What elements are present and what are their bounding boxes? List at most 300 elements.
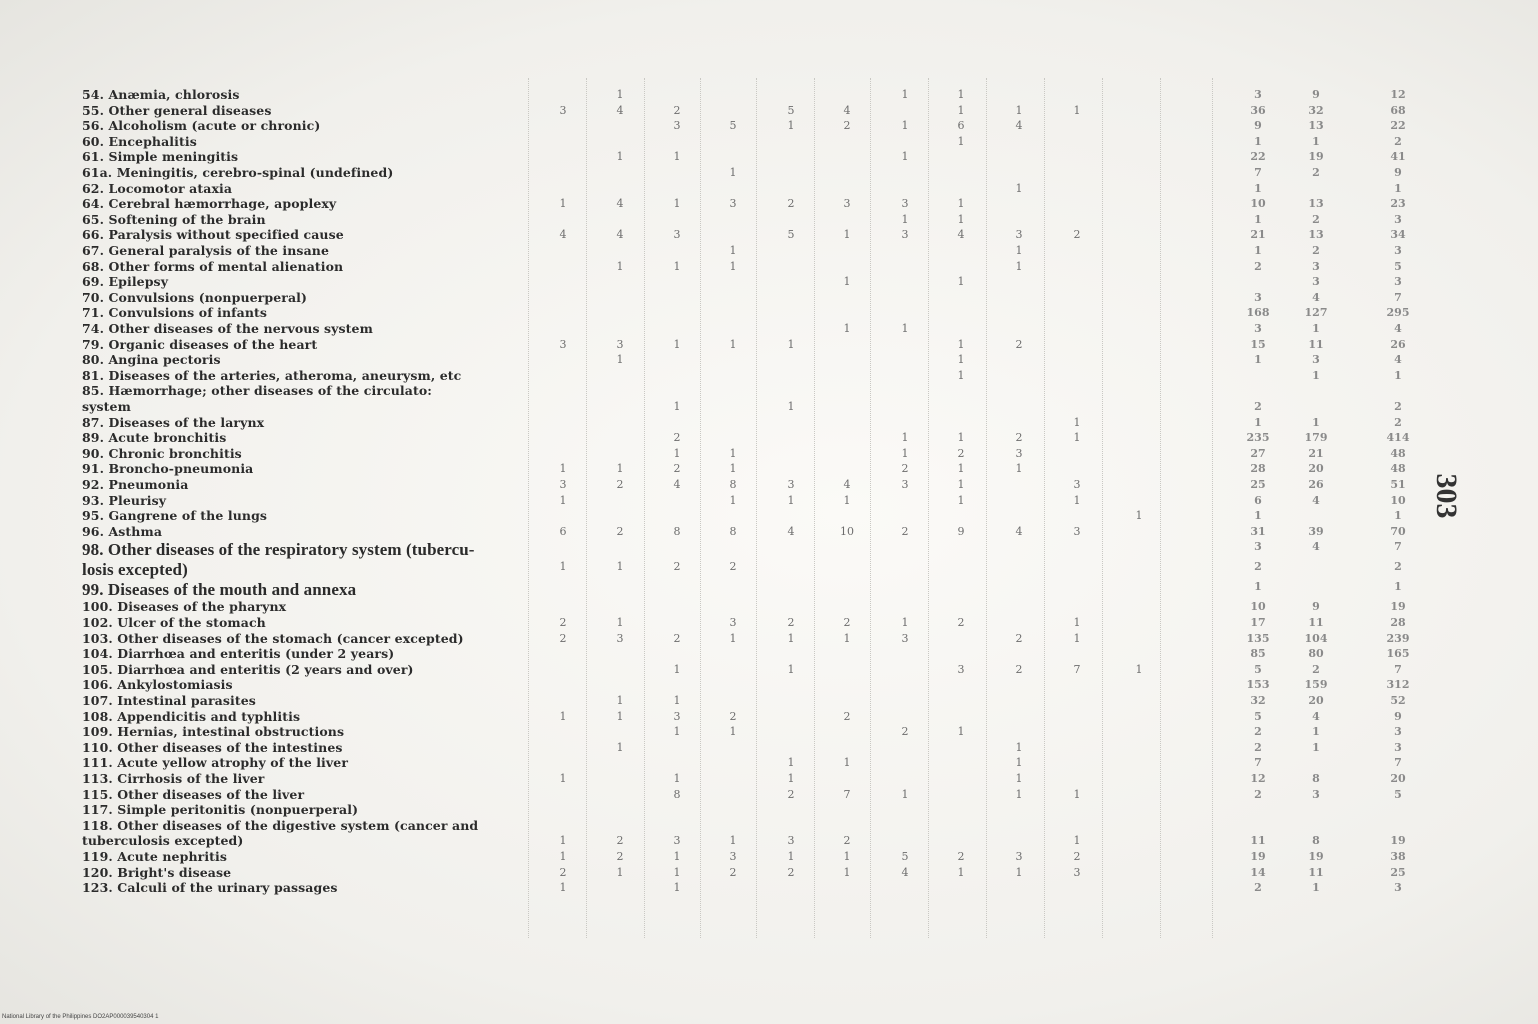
- total-cell: 12: [1250, 772, 1266, 785]
- table-cell: 1: [1073, 493, 1081, 507]
- table-cell: 4: [559, 228, 567, 242]
- table-cell: 1: [559, 772, 567, 785]
- total-cell: 19: [1308, 150, 1324, 164]
- table-cell: 1: [673, 150, 681, 164]
- table-cell: 3: [673, 709, 681, 723]
- table-cell: 1: [901, 119, 909, 133]
- total-cell: 1: [1394, 580, 1402, 594]
- total-cell: 4: [1312, 493, 1320, 507]
- column-rule: [644, 78, 645, 938]
- row-label: 120. Bright's disease: [82, 865, 232, 880]
- table-cell: 1: [1015, 756, 1023, 770]
- table-cell: 1: [729, 166, 737, 179]
- table-cell: 1: [1073, 787, 1081, 801]
- total-cell: 7: [1254, 756, 1262, 770]
- total-cell: 20: [1308, 462, 1324, 476]
- row-label: 117. Simple peritonitis (nonpuerperal): [82, 803, 359, 818]
- table-cell: 1: [616, 694, 624, 707]
- column-rule: [756, 78, 757, 938]
- total-cell: 1: [1312, 322, 1320, 335]
- table-cell: 3: [673, 228, 681, 242]
- table-cell: 3: [559, 103, 567, 117]
- table-cell: 3: [901, 228, 909, 242]
- table-cell: 2: [787, 865, 795, 879]
- table-cell: 1: [901, 322, 909, 335]
- table-cell: 1: [559, 881, 567, 895]
- total-cell: 70: [1390, 524, 1406, 538]
- table-cell: 1: [1073, 103, 1081, 117]
- total-cell: 2: [1312, 244, 1320, 257]
- total-cell: 8: [1312, 834, 1320, 848]
- column-rule: [928, 78, 929, 938]
- table-cell: 1: [957, 368, 965, 382]
- row-label: 119. Acute nephritis: [82, 850, 228, 864]
- total-cell: 32: [1250, 694, 1266, 707]
- total-cell: 2: [1394, 415, 1402, 429]
- table-cell: 2: [901, 462, 909, 476]
- row-label: 81. Diseases of the arteries, atheroma, aneurysm, etc: [82, 368, 462, 383]
- row-label: 100. Diseases of the pharynx: [82, 600, 287, 615]
- table-cell: 1: [1073, 431, 1081, 445]
- table-cell: 6: [957, 119, 965, 133]
- table-cell: 2: [957, 616, 965, 629]
- table-cell: 1: [673, 446, 681, 460]
- total-cell: 3: [1394, 725, 1402, 739]
- table-cell: 2: [673, 103, 681, 117]
- table-cell: 1: [1015, 865, 1023, 879]
- row-label: 71. Convulsions of infants: [82, 306, 268, 321]
- table-cell: 1: [729, 259, 737, 273]
- total-cell: 2: [1312, 166, 1320, 179]
- total-cell: 127: [1304, 306, 1328, 320]
- total-cell: 3: [1394, 244, 1402, 257]
- table-cell: 1: [559, 709, 567, 723]
- table-cell: 1: [957, 212, 965, 226]
- table-cell: 3: [559, 337, 567, 351]
- table-cell: 3: [729, 616, 737, 629]
- total-cell: 153: [1246, 678, 1270, 692]
- total-cell: 13: [1308, 197, 1324, 211]
- table-cell: 2: [673, 431, 681, 445]
- table-cell: 2: [787, 197, 795, 211]
- row-label: tuberculosis excepted): [82, 834, 244, 849]
- total-cell: 21: [1308, 446, 1324, 460]
- total-cell: 1: [1312, 740, 1320, 754]
- table-cell: 2: [673, 631, 681, 645]
- table-cell: 2: [901, 524, 909, 538]
- table-cell: 2: [559, 616, 567, 629]
- row-label: 65. Softening of the brain: [82, 212, 266, 227]
- table-cell: 1: [957, 197, 965, 211]
- table-cell: 1: [957, 478, 965, 491]
- table-cell: 2: [673, 462, 681, 476]
- table-cell: 1: [901, 431, 909, 445]
- total-cell: 10: [1250, 600, 1266, 614]
- table-cell: 1: [673, 197, 681, 211]
- total-cell: 179: [1304, 431, 1328, 445]
- total-cell: 22: [1390, 119, 1406, 133]
- table-cell: 4: [843, 103, 851, 117]
- total-cell: 10: [1390, 493, 1406, 507]
- table-cell: 4: [1015, 524, 1023, 538]
- table-cell: 4: [843, 478, 851, 491]
- table-cell: 2: [616, 478, 624, 491]
- table-cell: 4: [616, 228, 624, 242]
- row-label: 85. Hæmorrhage; other diseases of the circulato:: [82, 384, 432, 399]
- table-cell: 1: [559, 493, 567, 507]
- total-cell: 1: [1312, 881, 1320, 895]
- row-label: 123. Calculi of the urinary passages: [82, 881, 338, 896]
- total-cell: 15: [1250, 337, 1266, 351]
- total-cell: 1: [1254, 509, 1262, 523]
- table-cell: 3: [673, 119, 681, 133]
- table-cell: 1: [787, 662, 795, 676]
- table-cell: 2: [957, 446, 965, 460]
- table-cell: 3: [1073, 524, 1081, 538]
- total-cell: 1: [1312, 415, 1320, 429]
- table-cell: 7: [1073, 662, 1081, 676]
- table-cell: 1: [1135, 509, 1143, 523]
- total-cell: 3: [1312, 275, 1320, 289]
- total-cell: 22: [1250, 150, 1266, 164]
- table-cell: 1: [673, 400, 681, 413]
- table-cell: 5: [787, 228, 795, 242]
- table-cell: 1: [729, 337, 737, 351]
- total-cell: 52: [1390, 694, 1406, 707]
- total-cell: 5: [1254, 709, 1262, 723]
- table-cell: 2: [1015, 337, 1023, 351]
- column-rule: [1160, 78, 1161, 938]
- table-cell: 2: [1073, 228, 1081, 242]
- table-cell: 1: [673, 662, 681, 676]
- table-cell: 1: [673, 694, 681, 707]
- column-rule: [586, 78, 587, 938]
- total-cell: 48: [1390, 462, 1406, 476]
- total-cell: 11: [1308, 865, 1324, 879]
- table-cell: 1: [957, 88, 965, 101]
- table-cell: 2: [1015, 431, 1023, 445]
- table-cell: 1: [1073, 616, 1081, 629]
- row-label: 67. General paralysis of the insane: [82, 244, 330, 258]
- table-cell: 2: [1073, 850, 1081, 863]
- row-label: 98. Other diseases of the respiratory system (tubercu-: [82, 540, 475, 560]
- table-cell: 1: [1015, 740, 1023, 754]
- table-cell: 2: [957, 850, 965, 863]
- table-cell: 1: [843, 275, 851, 289]
- row-label: 107. Intestinal parasites: [82, 694, 256, 708]
- table-cell: 2: [901, 725, 909, 739]
- table-cell: 1: [616, 462, 624, 476]
- table-cell: 8: [673, 524, 681, 538]
- table-cell: 1: [787, 119, 795, 133]
- total-cell: 9: [1254, 119, 1262, 133]
- table-cell: 2: [787, 787, 795, 801]
- total-cell: 3: [1254, 540, 1262, 554]
- table-cell: 1: [957, 462, 965, 476]
- row-label: 91. Broncho-pneumonia: [82, 462, 254, 477]
- total-cell: 168: [1246, 306, 1270, 320]
- total-cell: 23: [1390, 197, 1406, 211]
- total-cell: 2: [1394, 560, 1402, 574]
- table-cell: 1: [1015, 259, 1023, 273]
- table-cell: 2: [1015, 631, 1023, 645]
- table-cell: 3: [1015, 228, 1023, 242]
- total-cell: 80: [1308, 647, 1324, 661]
- table-cell: 1: [787, 756, 795, 770]
- table-cell: 2: [843, 616, 851, 629]
- total-cell: 12: [1390, 88, 1406, 101]
- table-cell: 4: [901, 865, 909, 879]
- table-cell: 3: [1073, 478, 1081, 491]
- row-label: 64. Cerebral hæmorrhage, apoplexy: [82, 197, 337, 212]
- column-rule: [870, 78, 871, 938]
- table-cell: 1: [957, 275, 965, 289]
- table-cell: 3: [787, 834, 795, 848]
- total-cell: 27: [1250, 446, 1266, 460]
- table-cell: 1: [843, 850, 851, 863]
- table-cell: 3: [1015, 850, 1023, 863]
- total-cell: 41: [1390, 150, 1406, 164]
- row-label: 106. Ankylostomiasis: [82, 678, 233, 693]
- total-cell: 165: [1386, 647, 1410, 661]
- total-cell: 1: [1254, 134, 1262, 148]
- table-cell: 1: [616, 353, 624, 367]
- table-cell: 1: [787, 631, 795, 645]
- table-cell: 4: [787, 524, 795, 538]
- total-cell: 1: [1312, 134, 1320, 148]
- table-cell: 1: [843, 631, 851, 645]
- total-cell: 3: [1394, 881, 1402, 895]
- table-cell: 1: [843, 756, 851, 770]
- total-cell: 295: [1386, 306, 1410, 320]
- total-cell: 39: [1308, 524, 1324, 538]
- total-cell: 4: [1394, 353, 1402, 367]
- table-cell: 8: [673, 787, 681, 801]
- total-cell: 4: [1312, 290, 1320, 304]
- table-cell: 1: [729, 446, 737, 460]
- table-cell: 1: [843, 228, 851, 242]
- table-cell: 8: [729, 524, 737, 538]
- total-cell: 10: [1250, 197, 1266, 211]
- table-cell: 3: [616, 337, 624, 351]
- table-cell: 1: [559, 462, 567, 476]
- total-cell: 2: [1312, 662, 1320, 676]
- total-cell: 20: [1308, 694, 1324, 707]
- total-cell: 4: [1312, 540, 1320, 554]
- row-label: 55. Other general diseases: [82, 103, 272, 118]
- row-label: 90. Chronic bronchitis: [82, 446, 242, 461]
- table-cell: 1: [616, 88, 624, 101]
- table-cell: 1: [673, 865, 681, 879]
- total-cell: 19: [1390, 600, 1406, 614]
- table-cell: 1: [787, 337, 795, 351]
- total-cell: 3: [1312, 353, 1320, 367]
- table-cell: 1: [957, 103, 965, 117]
- total-cell: 2: [1254, 560, 1262, 574]
- total-cell: 32: [1308, 103, 1324, 117]
- column-rule: [814, 78, 815, 938]
- row-label: 93. Pleurisy: [82, 493, 167, 508]
- total-cell: 2: [1254, 787, 1262, 801]
- table-cell: 1: [901, 150, 909, 164]
- table-cell: 1: [957, 725, 965, 739]
- table-cell: 3: [616, 631, 624, 645]
- total-cell: 3: [1394, 740, 1402, 754]
- table-cell: 2: [559, 631, 567, 645]
- table-cell: 1: [729, 462, 737, 476]
- total-cell: 2: [1254, 740, 1262, 754]
- total-cell: 9: [1394, 166, 1402, 179]
- table-cell: 1: [729, 493, 737, 507]
- row-label: 60. Encephalitis: [82, 134, 197, 149]
- row-label: 113. Cirrhosis of the liver: [82, 772, 265, 786]
- total-cell: 8: [1312, 772, 1320, 785]
- table-cell: 3: [901, 197, 909, 211]
- total-cell: 3: [1312, 259, 1320, 273]
- total-cell: 2: [1312, 212, 1320, 226]
- total-cell: 5: [1394, 259, 1402, 273]
- row-label: losis excepted): [82, 560, 188, 580]
- row-label: 109. Hernias, intestinal obstructions: [82, 725, 345, 740]
- table-cell: 1: [559, 197, 567, 211]
- table-cell: 1: [957, 865, 965, 879]
- total-cell: 14: [1250, 865, 1266, 879]
- total-cell: 5: [1394, 787, 1402, 801]
- column-rule: [700, 78, 701, 938]
- total-cell: 2: [1254, 881, 1262, 895]
- total-cell: 25: [1390, 865, 1406, 879]
- table-cell: 2: [843, 119, 851, 133]
- total-cell: 19: [1308, 850, 1324, 863]
- total-cell: 7: [1394, 662, 1402, 676]
- total-cell: 85: [1250, 647, 1266, 661]
- total-cell: 2: [1254, 400, 1262, 413]
- total-cell: 11: [1308, 616, 1324, 629]
- total-cell: 28: [1390, 616, 1406, 629]
- table-cell: 3: [957, 662, 965, 676]
- total-cell: 3: [1394, 212, 1402, 226]
- total-cell: 2: [1254, 725, 1262, 739]
- row-label: 111. Acute yellow atrophy of the liver: [82, 756, 349, 771]
- total-cell: 414: [1386, 431, 1410, 445]
- total-cell: 31: [1250, 524, 1266, 538]
- total-cell: 7: [1394, 540, 1402, 554]
- row-label: 115. Other diseases of the liver: [82, 787, 305, 802]
- table-cell: 3: [843, 197, 851, 211]
- total-cell: 1: [1254, 244, 1262, 257]
- table-cell: 1: [729, 834, 737, 848]
- table-cell: 1: [616, 740, 624, 754]
- table-cell: 1: [901, 212, 909, 226]
- table-cell: 1: [787, 400, 795, 413]
- table-cell: 2: [559, 865, 567, 879]
- table-cell: 1: [787, 493, 795, 507]
- table-cell: 1: [559, 560, 567, 574]
- table-cell: 1: [1073, 415, 1081, 429]
- table-cell: 1: [729, 725, 737, 739]
- table-cell: 3: [1073, 865, 1081, 879]
- total-cell: 1: [1254, 181, 1262, 195]
- table-cell: 2: [616, 850, 624, 863]
- total-cell: 1: [1394, 509, 1402, 523]
- table-cell: 4: [1015, 119, 1023, 133]
- total-cell: 104: [1304, 631, 1328, 645]
- row-label: 95. Gangrene of the lungs: [82, 509, 268, 524]
- table-cell: 1: [673, 881, 681, 895]
- table-cell: 1: [843, 322, 851, 335]
- total-cell: 239: [1386, 631, 1410, 645]
- total-cell: 4: [1394, 322, 1402, 335]
- table-cell: 8: [729, 478, 737, 491]
- total-cell: 26: [1308, 478, 1324, 491]
- total-cell: 20: [1390, 772, 1406, 785]
- table-cell: 3: [729, 850, 737, 863]
- table-cell: 1: [616, 150, 624, 164]
- total-cell: 17: [1250, 616, 1266, 629]
- table-cell: 1: [729, 631, 737, 645]
- total-cell: 3: [1312, 787, 1320, 801]
- total-cell: 26: [1390, 337, 1406, 351]
- table-cell: 1: [1073, 834, 1081, 848]
- total-cell: 7: [1394, 756, 1402, 770]
- row-label: 61. Simple meningitis: [82, 150, 239, 165]
- total-cell: 5: [1254, 662, 1262, 676]
- table-cell: 2: [673, 560, 681, 574]
- total-cell: 34: [1390, 228, 1406, 242]
- table-cell: 1: [957, 431, 965, 445]
- table-cell: 3: [787, 478, 795, 491]
- table-cell: 2: [843, 709, 851, 723]
- row-label: 54. Anæmia, chlorosis: [82, 88, 240, 102]
- table-cell: 1: [616, 560, 624, 574]
- table-cell: 1: [901, 787, 909, 801]
- table-cell: 1: [1015, 181, 1023, 195]
- total-cell: 7: [1394, 290, 1402, 304]
- total-cell: 68: [1390, 103, 1406, 117]
- row-label: 74. Other diseases of the nervous system: [82, 322, 373, 336]
- total-cell: 9: [1394, 709, 1402, 723]
- table-cell: 1: [559, 834, 567, 848]
- table-cell: 4: [673, 478, 681, 491]
- total-cell: 3: [1254, 290, 1262, 304]
- total-cell: 3: [1254, 88, 1262, 101]
- total-cell: 2: [1254, 259, 1262, 273]
- total-cell: 11: [1250, 834, 1266, 848]
- row-label: 61a. Meningitis, cerebro-spinal (undefined): [82, 166, 394, 180]
- table-cell: 1: [673, 725, 681, 739]
- row-label: system: [82, 400, 131, 414]
- table-cell: 2: [616, 524, 624, 538]
- scan-footer: National Library of the Philippines DO2AP000039540304 1: [2, 1014, 159, 1020]
- table-cell: 1: [616, 865, 624, 879]
- total-cell: 51: [1390, 478, 1406, 491]
- row-label: 87. Diseases of the larynx: [82, 415, 265, 430]
- table-cell: 1: [616, 616, 624, 629]
- table-cell: 1: [673, 259, 681, 273]
- table-cell: 5: [729, 119, 737, 133]
- table-cell: 1: [1073, 631, 1081, 645]
- total-cell: 19: [1250, 850, 1266, 863]
- table-cell: 1: [901, 616, 909, 629]
- table-cell: 5: [901, 850, 909, 863]
- total-cell: 1: [1312, 368, 1320, 382]
- total-cell: 3: [1394, 275, 1402, 289]
- table-cell: 1: [559, 850, 567, 863]
- total-cell: 1: [1254, 580, 1262, 594]
- table-cell: 1: [787, 850, 795, 863]
- table-cell: 1: [843, 865, 851, 879]
- total-cell: 13: [1308, 119, 1324, 133]
